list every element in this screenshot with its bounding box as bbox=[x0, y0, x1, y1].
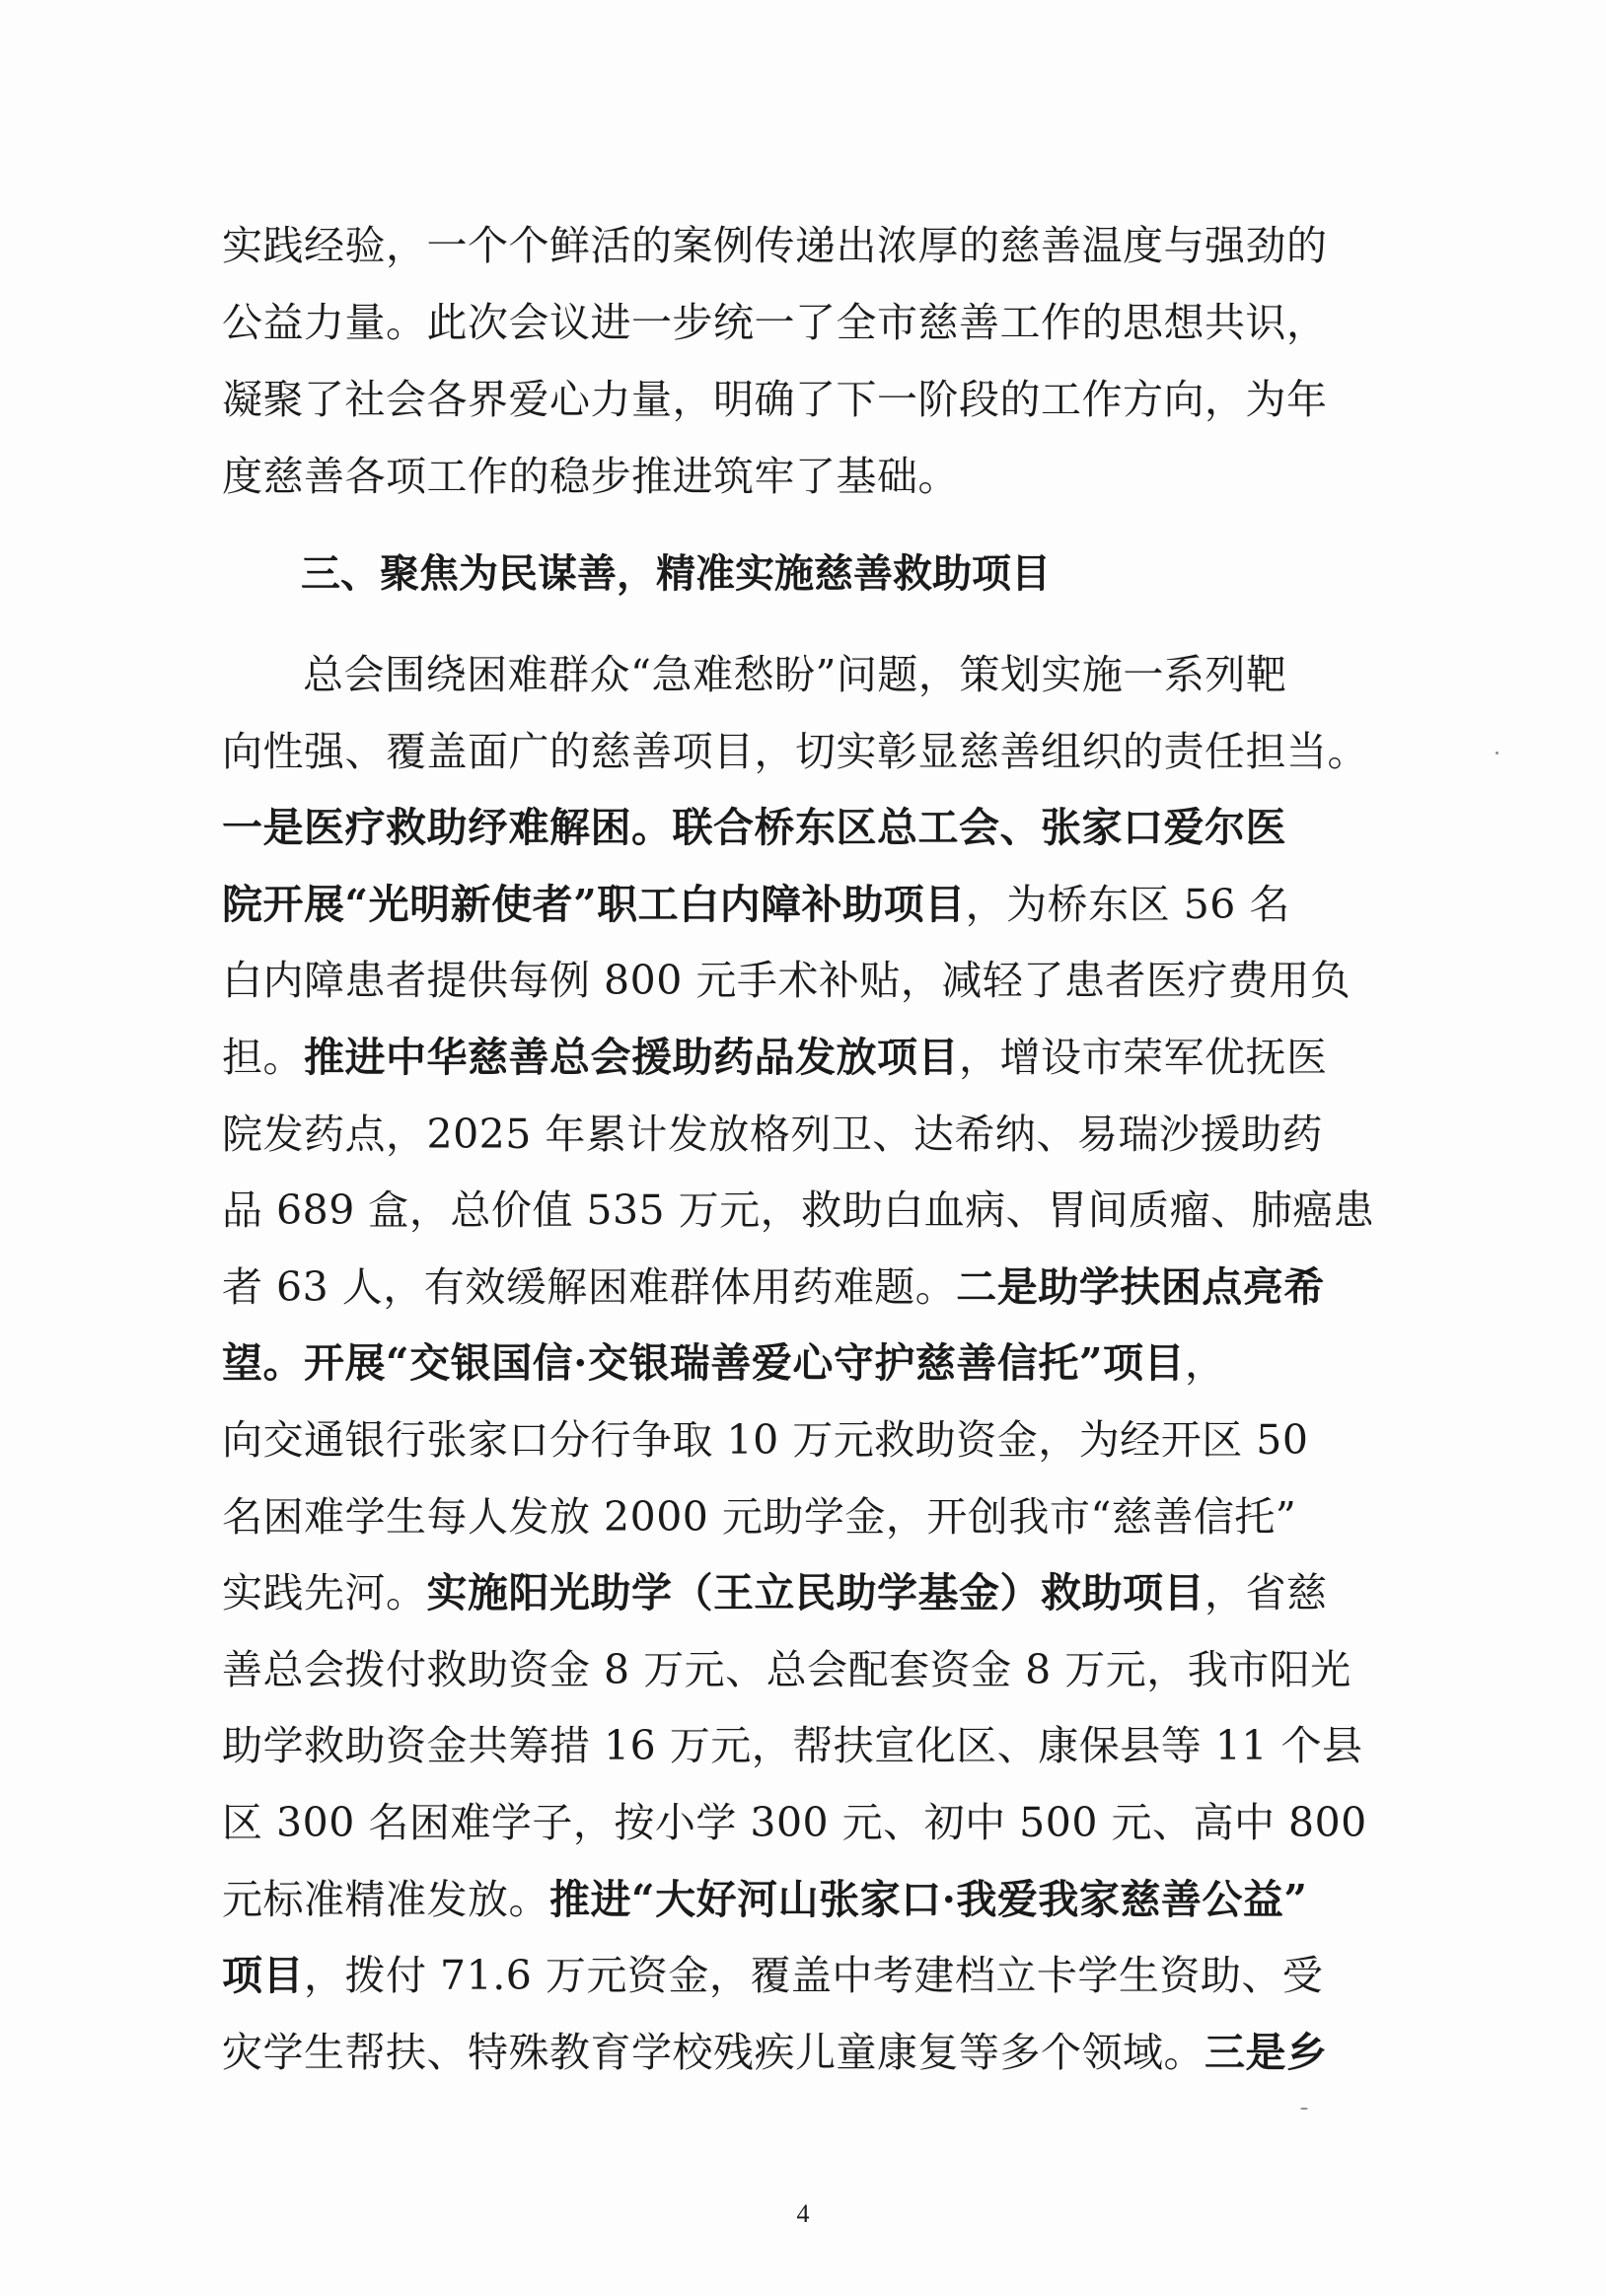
scan-speck bbox=[1496, 752, 1498, 754]
page-number: 4 bbox=[796, 2199, 810, 2228]
text-run: 元标准精准发放。 bbox=[222, 1875, 549, 1923]
text-run: 者 63 人，有效缓解困难群体用药难题。 bbox=[222, 1262, 957, 1311]
text-line bbox=[222, 1478, 1384, 1555]
bold-text-run: 一是医疗救助纾难解困。联合桥东区总工会、张家口爱尔医 bbox=[222, 804, 1286, 852]
text-line bbox=[222, 1861, 1384, 1938]
text-line bbox=[222, 1019, 1384, 1096]
text-line bbox=[222, 1707, 1384, 1784]
text-run: 度慈善各项工作的稳步推进筑牢了基础。 bbox=[222, 453, 959, 500]
section-heading: 三、聚焦为民谋善，精准实施慈善救助项目 bbox=[301, 551, 1051, 597]
text-run: 品 689 盒，总价值 535 万元，救助白血病、胃间质瘤、肺癌患 bbox=[222, 1186, 1375, 1235]
bold-text-run: 二是助学扶困点亮希 bbox=[956, 1262, 1325, 1311]
text-line bbox=[222, 713, 1384, 790]
text-line bbox=[222, 1937, 1384, 2014]
bold-text-run: 项目 bbox=[222, 1952, 304, 2000]
text-run: 区 300 名困难学子，按小学 300 元、初中 500 元、高中 800 bbox=[222, 1799, 1367, 1846]
text-run: ，拨付 71.6 万元资金，覆盖中考建档立卡学生资助、受 bbox=[304, 1952, 1324, 2000]
text-run: 总会围绕困难群众“急难愁盼”问题，策划实施一系列靶 bbox=[303, 651, 1287, 698]
bold-text-run: 院开展“光明新使者”职工白内障补助项目 bbox=[222, 880, 966, 928]
bold-text-run: 推进中华慈善总会援助药品发放项目 bbox=[304, 1034, 959, 1081]
bold-text-run: 三是乡 bbox=[1204, 2028, 1328, 2076]
bold-text-run: 望。开展“交银国信·交银瑞善爱心守护慈善信托”项目 bbox=[222, 1339, 1185, 1388]
text-run: 公益力量。此次会议进一步统一了全市慈善工作的思想共识， bbox=[222, 299, 1328, 346]
text-run: 向交通银行张家口分行争取 10 万元救助资金，为经开区 50 bbox=[222, 1416, 1309, 1464]
text-line bbox=[222, 789, 1384, 866]
text-line bbox=[222, 284, 1384, 361]
text-run: 实践经验，一个个鲜活的案例传递出浓厚的慈善温度与强劲的 bbox=[222, 222, 1328, 269]
text-run: 实践先河。 bbox=[222, 1569, 427, 1617]
text-run: ， bbox=[1184, 1339, 1226, 1388]
text-line bbox=[222, 1554, 1384, 1631]
text-line bbox=[222, 942, 1384, 1019]
text-line bbox=[222, 1784, 1384, 1861]
text-line bbox=[222, 1096, 1384, 1173]
text-line bbox=[222, 2014, 1384, 2091]
text-line bbox=[222, 361, 1384, 438]
text-line bbox=[222, 636, 1465, 713]
text-run: ，为桥东区 56 名 bbox=[965, 880, 1290, 928]
text-run: 名困难学生每人发放 2000 元助学金，开创我市“慈善信托” bbox=[222, 1492, 1297, 1541]
text-line bbox=[222, 207, 1384, 284]
text-line bbox=[222, 866, 1384, 943]
text-line bbox=[222, 1325, 1384, 1401]
text-run: 善总会拨付救助资金 8 万元、总会配套资金 8 万元，我市阳光 bbox=[222, 1645, 1351, 1693]
text-run: 白内障患者提供每例 800 元手术补贴，减轻了患者医疗费用负 bbox=[222, 957, 1351, 1005]
text-run: 院发药点，2025 年累计发放格列卫、达希纳、易瑞沙援助药 bbox=[222, 1110, 1323, 1158]
bold-text-run: 实施阳光助学（王立民助学基金）救助项目 bbox=[426, 1569, 1204, 1617]
text-line bbox=[222, 1631, 1384, 1708]
text-run: 向性强、覆盖面广的慈善项目，切实彰显慈善组织的责任担当。 bbox=[222, 727, 1368, 775]
text-run: 助学救助资金共筹措 16 万元，帮扶宣化区、康保县等 11 个县 bbox=[222, 1722, 1363, 1770]
scan-speck bbox=[1300, 2108, 1308, 2110]
text-line bbox=[222, 1401, 1384, 1478]
text-run: 凝聚了社会各界爱心力量，明确了下一阶段的工作方向，为年 bbox=[222, 376, 1328, 423]
text-line bbox=[222, 1172, 1384, 1249]
text-run: 担。 bbox=[222, 1034, 304, 1081]
bold-text-run: 推进“大好河山张家口·我爱我家慈善公益” bbox=[549, 1875, 1308, 1923]
text-run: ，省慈 bbox=[1204, 1569, 1328, 1617]
text-line bbox=[222, 438, 1384, 515]
text-run: ，增设市荣军优抚医 bbox=[959, 1034, 1328, 1081]
text-run: 灾学生帮扶、特殊教育学校残疾儿童康复等多个领域。 bbox=[222, 2028, 1204, 2076]
text-line bbox=[222, 1249, 1384, 1326]
